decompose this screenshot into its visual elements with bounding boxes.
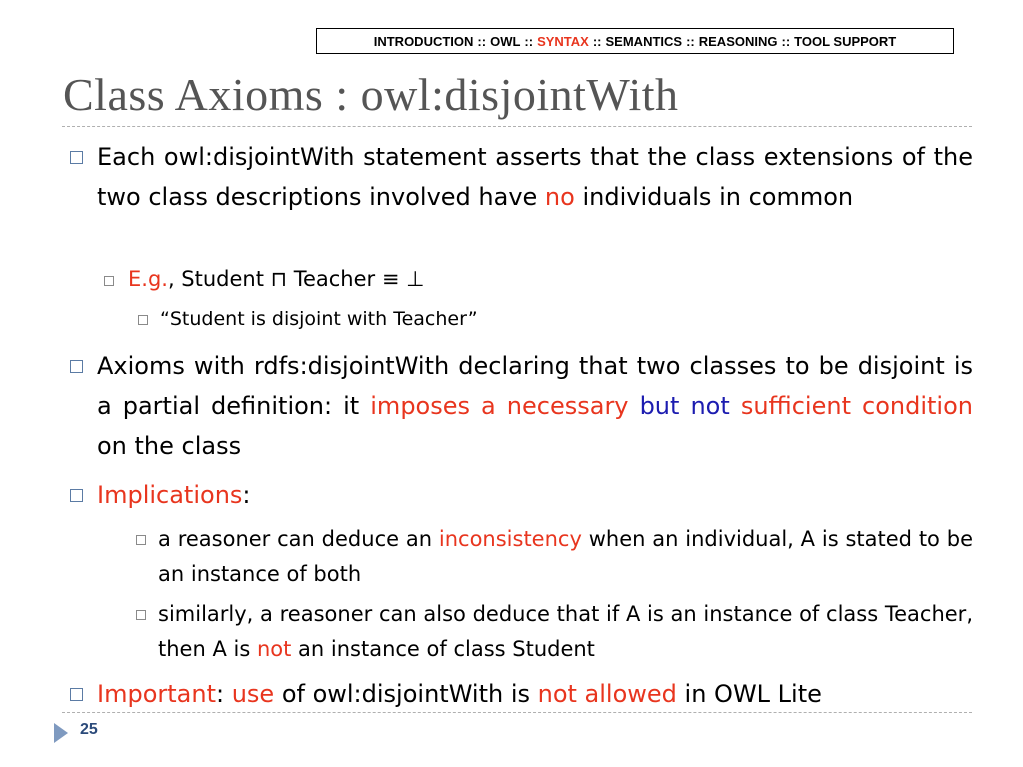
bullet-text: on the class: [97, 432, 242, 460]
bullet-box-icon: [70, 489, 83, 502]
nav-separator: ::: [477, 33, 487, 49]
highlight-not: not: [256, 637, 292, 661]
sub-bullet-similarly: [158, 597, 973, 667]
nav-separator: ::: [686, 33, 695, 49]
nav-separator: ::: [781, 33, 791, 49]
implications-colon: :: [242, 481, 251, 509]
sub-bullet-box-icon: [104, 276, 114, 286]
sub-bullet-box-icon: [136, 535, 146, 545]
implications-label: Implications: [97, 481, 243, 509]
bullet-important: [97, 674, 973, 714]
highlight-imposes: imposes a necessary: [370, 392, 629, 420]
nav-item-tool-support[interactable]: TOOL SUPPORT: [794, 33, 897, 49]
important-colon: :: [215, 680, 232, 708]
bullet-rdfs-disjoint: [97, 346, 973, 466]
section-nav-bar: [316, 28, 954, 54]
important-label: Important: [97, 680, 216, 708]
bullet-box-icon: [70, 151, 83, 164]
next-slide-arrow-icon[interactable]: [54, 723, 68, 743]
bullet-text: of owl:disjointWith is: [274, 680, 538, 708]
nav-item-semantics[interactable]: SEMANTICS: [605, 33, 683, 49]
bullet-implications: [97, 475, 973, 515]
sub-bullet-text: a reasoner can deduce an: [158, 527, 439, 551]
nav-item-owl[interactable]: OWL: [490, 33, 521, 49]
nav-separator: ::: [524, 33, 534, 49]
bullet-box-icon: [70, 688, 83, 701]
sub-bullet-box-icon: [136, 610, 146, 620]
highlight-not-allowed: not allowed: [537, 680, 677, 708]
bullet-text: in OWL Lite: [676, 680, 822, 708]
highlight-inconsistency: inconsistency: [438, 527, 582, 551]
sub-bullet-text: an instance of class Student: [291, 637, 595, 661]
nav-item-introduction[interactable]: INTRODUCTION: [373, 33, 474, 49]
sub-bullet-text: similarly, a reasoner can also deduce that if A is an instance of class Teacher, then A is: [158, 602, 973, 661]
sub-bullet-inconsistency: [158, 522, 973, 592]
highlight-sufficient: sufficient condition: [740, 392, 973, 420]
slide-title: Class Axioms : owl:disjointWith: [63, 69, 679, 120]
sub-bullet-example: [128, 262, 424, 296]
highlight-but-not: but not: [639, 392, 730, 420]
sub-sub-bullet-box-icon: [138, 315, 148, 325]
bullet-disjoint-statement: [97, 137, 973, 217]
sub-bullet-text: when an individual, A is stated to be an instance of both: [158, 527, 973, 586]
bullet-box-icon: [70, 360, 83, 373]
example-expression: , Student ⊓ Teacher ≡ ⊥: [167, 267, 425, 291]
nav-item-syntax-active[interactable]: SYNTAX: [537, 33, 589, 49]
example-label: E.g.: [128, 267, 168, 291]
bullet-text: Axioms with rdfs:disjointWith declaring that two classes to be disjoint is a partial definition: it: [97, 352, 973, 420]
sub-sub-bullet-quote: [160, 302, 478, 336]
bullet-text: Each owl:disjointWith statement asserts that the class extensions of the two class descriptions involved have: [97, 143, 973, 211]
quote-text: “Student is disjoint with Teacher”: [160, 308, 478, 330]
footer-divider: [62, 712, 972, 713]
page-number: 25: [80, 721, 98, 738]
nav-item-reasoning[interactable]: REASONING: [698, 33, 778, 49]
highlight-use: use: [231, 680, 275, 708]
highlight-no: no: [544, 183, 575, 211]
title-divider: [62, 126, 972, 127]
bullet-text: individuals in common: [574, 183, 854, 211]
nav-separator: ::: [592, 33, 602, 49]
